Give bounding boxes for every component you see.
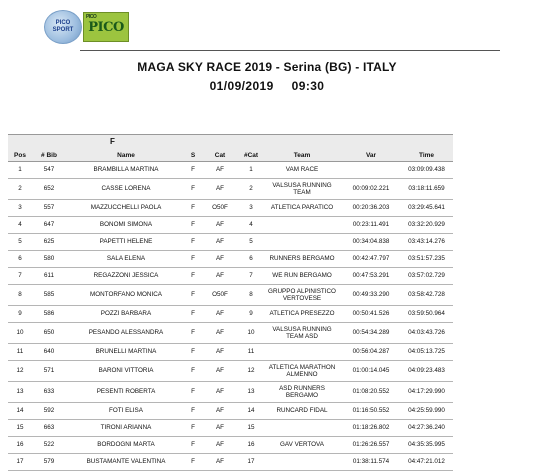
cell-name: BORDOGNI MARTA [66, 437, 186, 454]
cell-pos: 10 [8, 323, 32, 344]
column-header-time: Time [400, 149, 453, 162]
cell-name: TIRONI ARIANNA [66, 420, 186, 437]
table-row [8, 179, 453, 200]
cell-name: PESENTI ROBERTA [66, 382, 186, 403]
cell-cat-rank: 2 [240, 179, 262, 200]
cell-cat-rank: 16 [240, 437, 262, 454]
cell-name: BRUNELLI MARTINA [66, 344, 186, 361]
cell-sex: F [186, 162, 200, 179]
cell-pos: 4 [8, 217, 32, 234]
table-row [8, 234, 453, 251]
cell-cat-rank: 14 [240, 403, 262, 420]
column-header-team: Team [262, 149, 342, 162]
cell-sex: F [186, 420, 200, 437]
cell-sex: F [186, 361, 200, 382]
pico-logo-text: PICO [88, 19, 124, 35]
cell-cat: AF [200, 361, 240, 382]
cell-cat: AF [200, 454, 240, 471]
cell-var: 00:49:33.290 [342, 285, 400, 306]
cell-time: 03:18:11.659 [400, 179, 453, 200]
race-datetime [0, 79, 534, 93]
column-header-cat-rank: #Cat [240, 149, 262, 162]
cell-var: 00:42:47.797 [342, 251, 400, 268]
cell-cat-rank: 8 [240, 285, 262, 306]
cell-team: GRUPPO ALPINISTICO VERTOVESE [262, 285, 342, 306]
table-row [8, 420, 453, 437]
cell-team [262, 234, 342, 251]
cell-pos: 3 [8, 200, 32, 217]
cell-sex: F [186, 454, 200, 471]
cell-time: 04:35:35.995 [400, 437, 453, 454]
group-header [8, 134, 453, 149]
cell-pos: 17 [8, 454, 32, 471]
group-label: F [110, 137, 115, 146]
cell-bib: 611 [32, 268, 66, 285]
cell-team: ATLETICA PARATICO [262, 200, 342, 217]
cell-name: BUSTAMANTE VALENTINA [66, 454, 186, 471]
cell-team [262, 454, 342, 471]
cell-pos: 7 [8, 268, 32, 285]
cell-sex: F [186, 200, 200, 217]
column-header-pos: Pos [8, 149, 32, 162]
cell-cat: AF [200, 179, 240, 200]
cell-name: FOTI ELISA [66, 403, 186, 420]
cell-name: REGAZZONI JESSICA [66, 268, 186, 285]
cell-pos: 8 [8, 285, 32, 306]
table-row [8, 251, 453, 268]
cell-time: 04:05:13.725 [400, 344, 453, 361]
cell-var [342, 162, 400, 179]
cell-bib: 633 [32, 382, 66, 403]
cell-team [262, 344, 342, 361]
cell-pos: 13 [8, 382, 32, 403]
cell-pos: 16 [8, 437, 32, 454]
cell-sex: F [186, 268, 200, 285]
cell-name: POZZI BARBARA [66, 306, 186, 323]
cell-cat: AF [200, 268, 240, 285]
cell-name: PAPETTI HELENE [66, 234, 186, 251]
cell-var: 01:38:11.574 [342, 454, 400, 471]
page-title: MAGA SKY RACE 2019 - Serina (BG) - ITALY [137, 60, 397, 74]
cell-cat: AF [200, 251, 240, 268]
cell-bib: 647 [32, 217, 66, 234]
cell-cat: AF [200, 162, 240, 179]
cell-sex: F [186, 344, 200, 361]
cell-var: 01:08:20.552 [342, 382, 400, 403]
table-row [8, 162, 453, 179]
cell-pos: 2 [8, 179, 32, 200]
cell-cat-rank: 1 [240, 162, 262, 179]
cell-pos: 1 [8, 162, 32, 179]
cell-time: 03:51:57.235 [400, 251, 453, 268]
cell-cat: AF [200, 403, 240, 420]
cell-time: 03:32:20.929 [400, 217, 453, 234]
cell-bib: 585 [32, 285, 66, 306]
cell-cat: O50F [200, 200, 240, 217]
cell-bib: 663 [32, 420, 66, 437]
column-header-sex: S [186, 149, 200, 162]
cell-team [262, 420, 342, 437]
cell-var: 01:16:50.552 [342, 403, 400, 420]
cell-sex: F [186, 179, 200, 200]
cell-time: 03:58:42.728 [400, 285, 453, 306]
cell-name: BRAMBILLA MARTINA [66, 162, 186, 179]
table-row [8, 268, 453, 285]
table-row [8, 454, 453, 471]
cell-name: MONTORFANO MONICA [66, 285, 186, 306]
cell-bib: 586 [32, 306, 66, 323]
cell-team: ATLETICA PRESEZZO [262, 306, 342, 323]
cell-time: 03:57:02.729 [400, 268, 453, 285]
pico-logo-small: PICO [86, 14, 97, 20]
cell-sex: F [186, 306, 200, 323]
cell-cat-rank: 3 [240, 200, 262, 217]
cell-var: 00:50:41.526 [342, 306, 400, 323]
cell-cat-rank: 17 [240, 454, 262, 471]
table-row [8, 361, 453, 382]
cell-team: WE RUN BERGAMO [262, 268, 342, 285]
cell-team: VALSUSA RUNNING TEAM [262, 179, 342, 200]
header-divider [80, 50, 500, 51]
cell-bib: 652 [32, 179, 66, 200]
cell-name: BONOMI SIMONA [66, 217, 186, 234]
cell-cat-rank: 7 [240, 268, 262, 285]
cell-time: 04:25:59.990 [400, 403, 453, 420]
cell-cat-rank: 9 [240, 306, 262, 323]
table-row [8, 323, 453, 344]
cell-time: 04:17:29.990 [400, 382, 453, 403]
column-header-var: Var [342, 149, 400, 162]
cell-cat: AF [200, 217, 240, 234]
race-time: 09:30 [291, 79, 325, 93]
cell-bib: 522 [32, 437, 66, 454]
cell-name: SALA ELENA [66, 251, 186, 268]
table-row [8, 403, 453, 420]
cell-var: 00:34:04.838 [342, 234, 400, 251]
cell-time: 03:59:50.964 [400, 306, 453, 323]
cell-pos: 11 [8, 344, 32, 361]
cell-bib: 650 [32, 323, 66, 344]
cell-time: 04:03:43.726 [400, 323, 453, 344]
cell-name: PESANDO ALESSANDRA [66, 323, 186, 344]
cell-cat: AF [200, 420, 240, 437]
results-table [8, 149, 453, 471]
cell-var: 00:20:36.203 [342, 200, 400, 217]
cell-name: BARONI VITTORIA [66, 361, 186, 382]
cell-var: 01:18:26.802 [342, 420, 400, 437]
cell-pos: 15 [8, 420, 32, 437]
cell-cat-rank: 15 [240, 420, 262, 437]
cell-sex: F [186, 234, 200, 251]
cell-var: 01:26:26.557 [342, 437, 400, 454]
cell-cat-rank: 5 [240, 234, 262, 251]
cell-time: 03:09:09.438 [400, 162, 453, 179]
cell-pos: 14 [8, 403, 32, 420]
cell-team [262, 217, 342, 234]
table-row [8, 285, 453, 306]
cell-bib: 571 [32, 361, 66, 382]
cell-var: 00:23:11.491 [342, 217, 400, 234]
cell-var: 00:54:34.289 [342, 323, 400, 344]
cell-cat-rank: 4 [240, 217, 262, 234]
cell-var: 01:00:14.045 [342, 361, 400, 382]
cell-bib: 557 [32, 200, 66, 217]
table-row [8, 200, 453, 217]
cell-time: 04:09:23.483 [400, 361, 453, 382]
cell-time: 04:47:21.012 [400, 454, 453, 471]
cell-team: RUNCARD FIDAL [262, 403, 342, 420]
cell-pos: 12 [8, 361, 32, 382]
cell-pos: 5 [8, 234, 32, 251]
cell-cat: AF [200, 344, 240, 361]
pico-sport-logo-line2: SPORT [52, 27, 74, 33]
cell-cat-rank: 13 [240, 382, 262, 403]
cell-sex: F [186, 382, 200, 403]
table-row [8, 306, 453, 323]
cell-cat-rank: 10 [240, 323, 262, 344]
cell-var: 00:09:02.221 [342, 179, 400, 200]
cell-bib: 579 [32, 454, 66, 471]
pico-logo [83, 12, 129, 42]
cell-cat: AF [200, 382, 240, 403]
table-row [8, 382, 453, 403]
column-header-cat: Cat [200, 149, 240, 162]
table-header-row [8, 149, 453, 162]
cell-time: 03:29:45.641 [400, 200, 453, 217]
cell-bib: 640 [32, 344, 66, 361]
cell-sex: F [186, 251, 200, 268]
cell-pos: 9 [8, 306, 32, 323]
column-header-bib: # Bib [32, 149, 66, 162]
cell-bib: 580 [32, 251, 66, 268]
table-row [8, 217, 453, 234]
cell-sex: F [186, 285, 200, 306]
cell-sex: F [186, 217, 200, 234]
cell-sex: F [186, 323, 200, 344]
cell-team: GAV VERTOVA [262, 437, 342, 454]
cell-cat: O50F [200, 285, 240, 306]
results-table-container [8, 134, 453, 471]
cell-team: ATLETICA MARATHON ALMENNO [262, 361, 342, 382]
cell-cat-rank: 11 [240, 344, 262, 361]
cell-cat: AF [200, 437, 240, 454]
cell-var: 00:47:53.291 [342, 268, 400, 285]
cell-name: MAZZUCCHELLI PAOLA [66, 200, 186, 217]
pico-sport-logo-line1: PICO [55, 20, 71, 26]
table-row [8, 344, 453, 361]
cell-cat: AF [200, 234, 240, 251]
cell-team: ASD RUNNERS BERGAMO [262, 382, 342, 403]
cell-pos: 6 [8, 251, 32, 268]
cell-name: CASSE LORENA [66, 179, 186, 200]
cell-bib: 547 [32, 162, 66, 179]
pico-sport-logo [44, 10, 82, 44]
column-header-name: Name [66, 149, 186, 162]
cell-sex: F [186, 437, 200, 454]
cell-time: 04:27:36.240 [400, 420, 453, 437]
table-row [8, 437, 453, 454]
cell-var: 00:56:04.287 [342, 344, 400, 361]
cell-time: 03:43:14.276 [400, 234, 453, 251]
cell-cat-rank: 6 [240, 251, 262, 268]
cell-sex: F [186, 403, 200, 420]
cell-cat-rank: 12 [240, 361, 262, 382]
cell-team: VAM RACE [262, 162, 342, 179]
cell-cat: AF [200, 306, 240, 323]
cell-cat: AF [200, 323, 240, 344]
cell-team: RUNNERS BERGAMO [262, 251, 342, 268]
cell-bib: 625 [32, 234, 66, 251]
cell-bib: 592 [32, 403, 66, 420]
cell-team: VALSUSA RUNNING TEAM ASD [262, 323, 342, 344]
race-date: 01/09/2019 [209, 79, 274, 93]
